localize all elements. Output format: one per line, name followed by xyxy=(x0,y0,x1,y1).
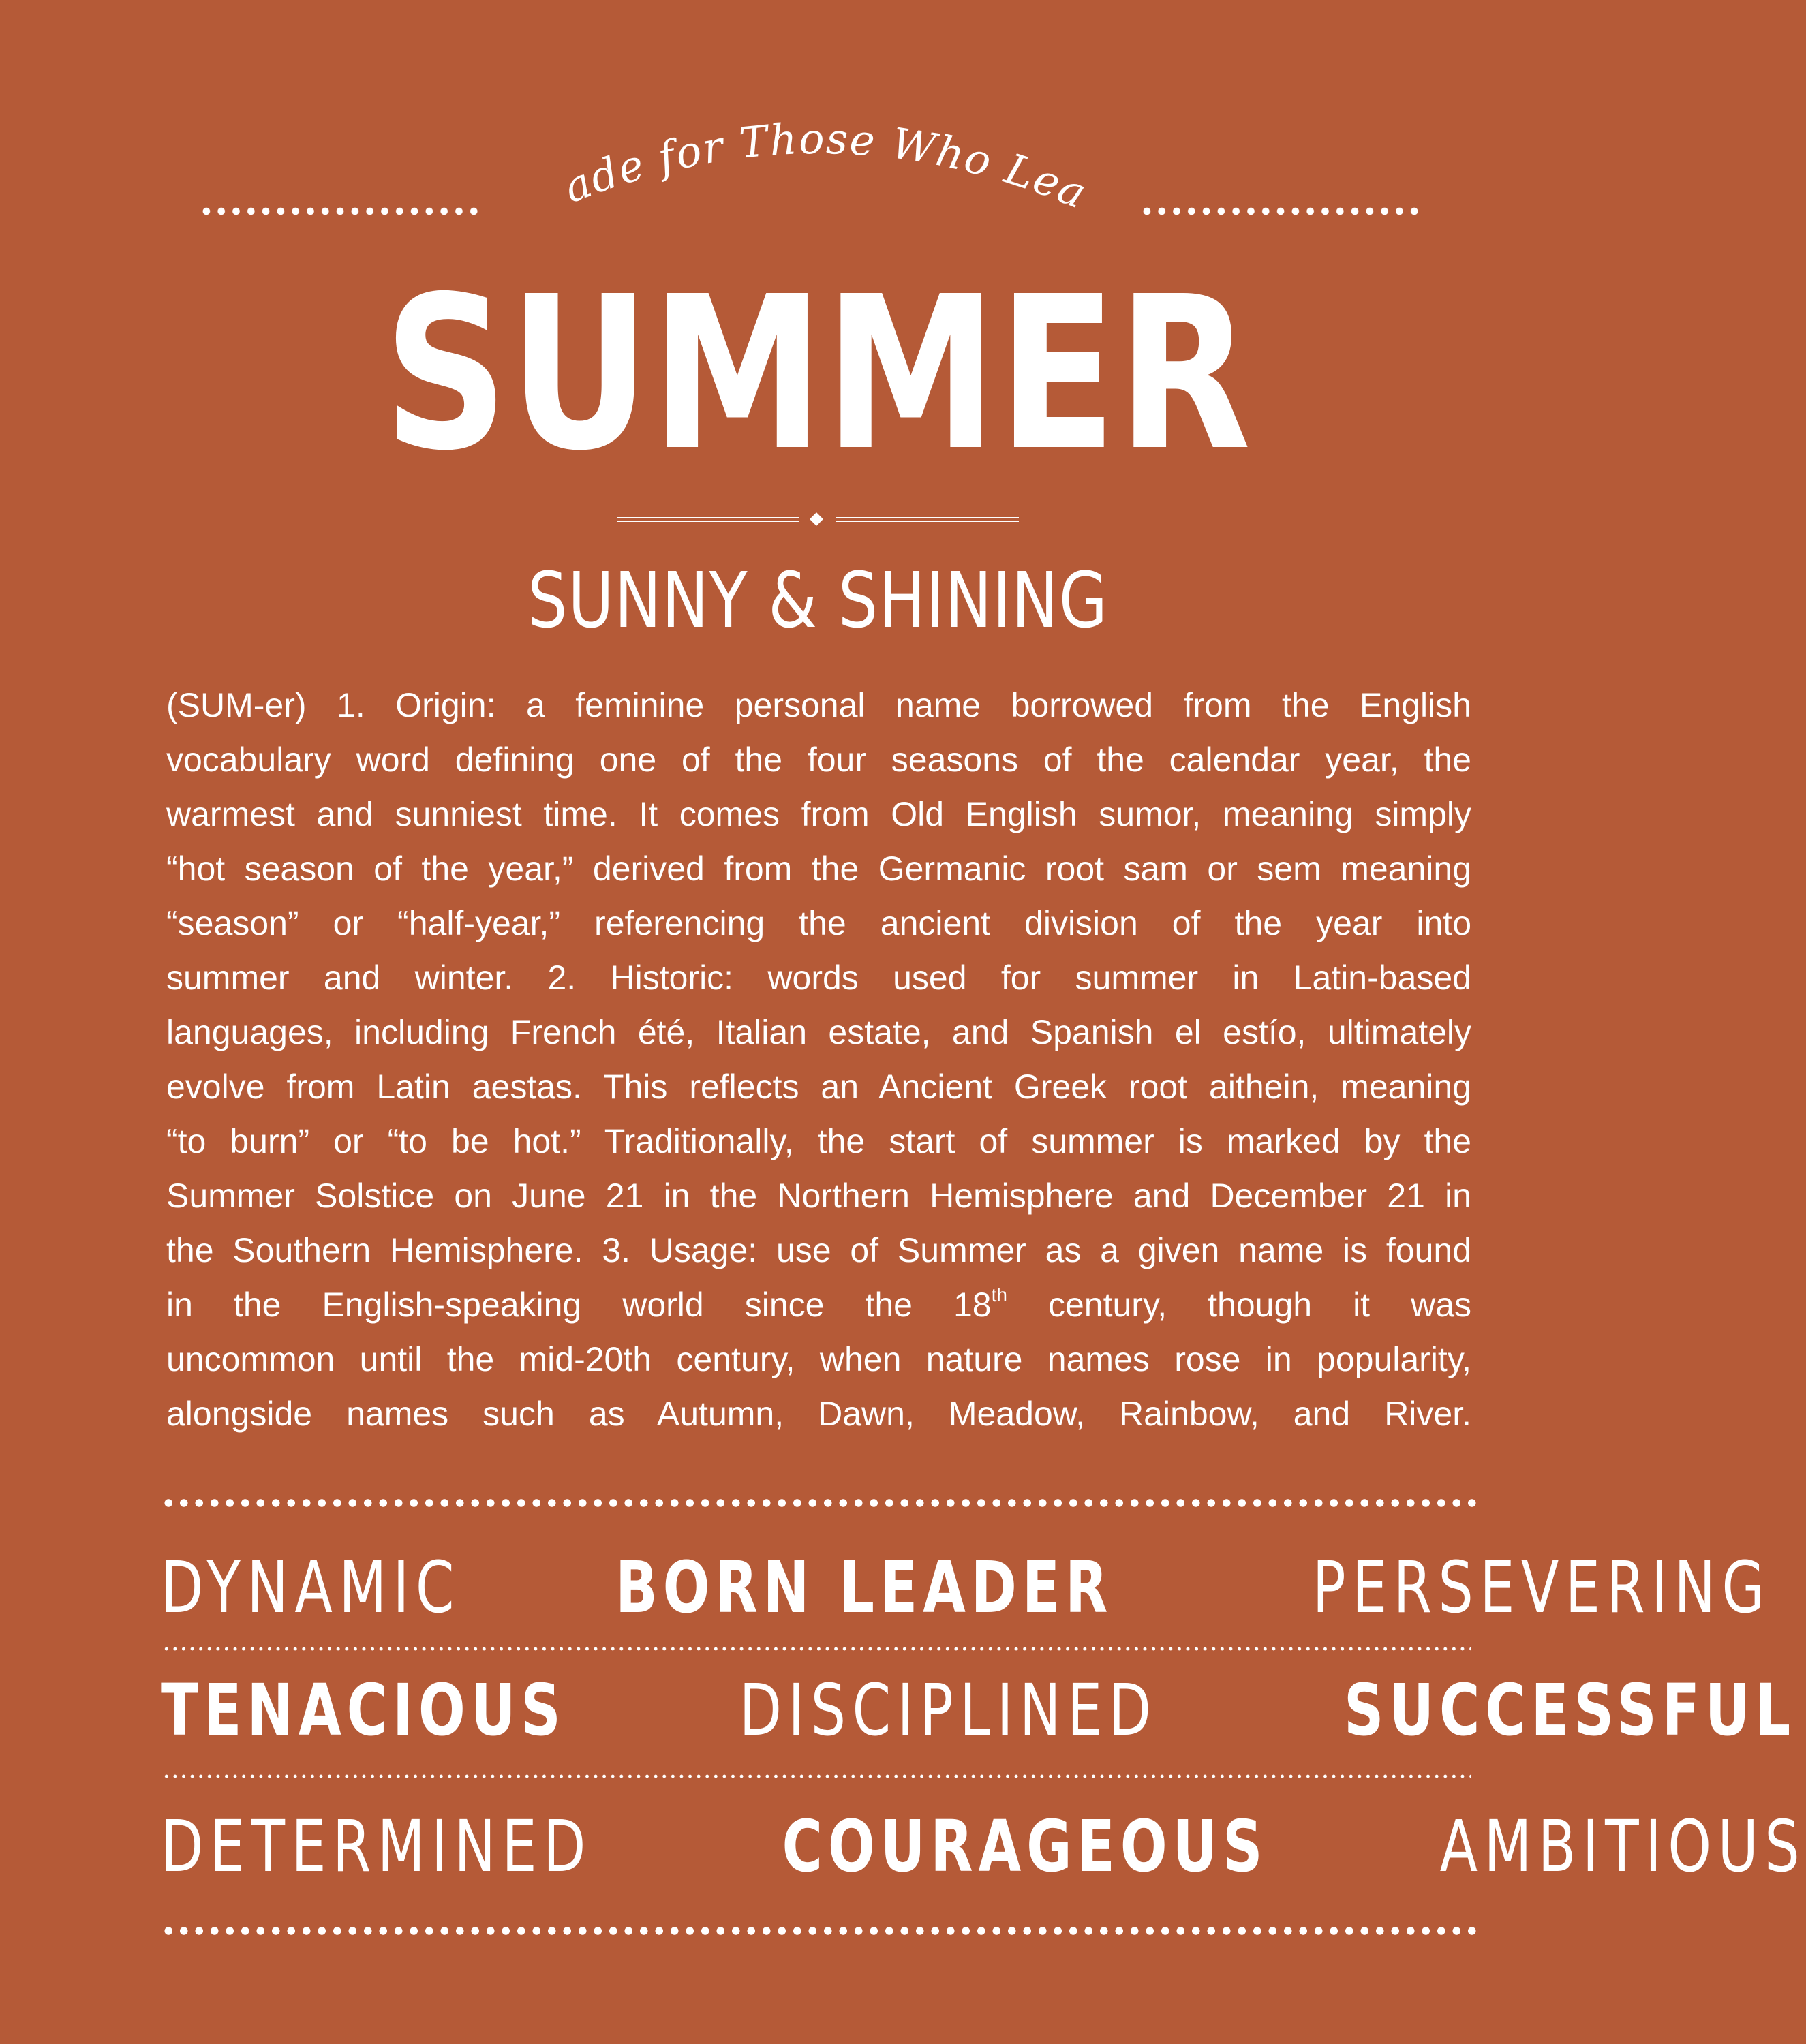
definition-text xyxy=(166,678,1471,1441)
tagline-row xyxy=(0,76,1636,238)
dotted-rule-top xyxy=(161,1496,1478,1510)
definition-fragment: in the English-speaking world since the 18 xyxy=(166,1286,992,1324)
svg-text:Made for Those Who Lead xyxy=(495,76,1095,219)
trait-word: COURAGEOUS xyxy=(782,1805,1268,1888)
traits-row-1 xyxy=(161,1546,1771,1629)
definition-line: (SUM-er) 1. Origin: a feminine personal name borrowed from the English xyxy=(166,686,1471,724)
traits-row-2 xyxy=(161,1669,1796,1752)
dotted-rule-bottom xyxy=(161,1924,1478,1938)
thin-dotted-rule xyxy=(162,1646,1471,1652)
trait-word: AMBITIOUS xyxy=(1439,1805,1806,1888)
ornament-divider xyxy=(617,511,1019,531)
definition-line: evolve from Latin aestas. This reflects an Ancient Greek root aithein, meaning xyxy=(166,1068,1471,1106)
tagline-arc xyxy=(495,76,1118,238)
definition-line: vocabulary word defining one of the four seasons of the calendar year, the xyxy=(166,741,1471,779)
trait-word: DISCIPLINED xyxy=(739,1669,1158,1752)
definition-line-12 xyxy=(166,1278,1471,1332)
trait-word: PERSEVERING xyxy=(1312,1546,1771,1629)
definition-line: languages, including French été, Italian estate, and Spanish el estío, ultimately xyxy=(166,1013,1471,1051)
name-title: SUMMER xyxy=(383,251,1253,497)
subtitle: SUNNY & SHINING xyxy=(527,557,1108,645)
trait-word: TENACIOUS xyxy=(161,1669,566,1752)
definition-fragment: century, though it was xyxy=(1007,1286,1472,1324)
definition-line: “to burn” or “to be hot.” Traditionally, the start of summer is marked by the xyxy=(166,1122,1471,1160)
trait-word: SUCCESSFUL xyxy=(1344,1669,1796,1752)
ornament-line-left xyxy=(617,517,799,522)
definition-line: Summer Solstice on June 21 in the Northern Hemisphere and December 21 in xyxy=(166,1177,1471,1215)
trait-word: DETERMINED xyxy=(161,1805,592,1888)
definition-line: uncommon until the mid-20th century, when nature names rose in popularity, xyxy=(166,1340,1471,1378)
traits-row-3 xyxy=(161,1805,1806,1888)
thin-dotted-rule xyxy=(162,1774,1471,1779)
diamond-icon xyxy=(810,512,823,526)
definition-line: “hot season of the year,” derived from the Germanic root sam or sem meaning xyxy=(166,850,1471,888)
definition-line: warmest and sunniest time. It comes from Old English sumor, meaning simply xyxy=(166,795,1471,833)
definition-line: “season” or “half-year,” referencing the ancient division of the year into xyxy=(166,904,1471,942)
definition-line: the Southern Hemisphere. 3. Usage: use of Summer as a given name is found xyxy=(166,1231,1471,1269)
dotted-rule-left xyxy=(199,204,478,218)
dotted-rule-right xyxy=(1139,204,1419,218)
ordinal-suffix: th xyxy=(991,1284,1007,1305)
definition-line: summer and winter. 2. Historic: words used for summer in Latin-based xyxy=(166,959,1471,997)
trait-word: DYNAMIC xyxy=(161,1546,461,1629)
trait-word: BORN LEADER xyxy=(615,1546,1114,1629)
definition-line: alongside names such as Autumn, Dawn, Meadow, Rainbow, and River. xyxy=(166,1395,1471,1433)
ornament-line-right xyxy=(836,517,1019,522)
tagline-text: Made for Those Who Lead xyxy=(495,76,1095,219)
